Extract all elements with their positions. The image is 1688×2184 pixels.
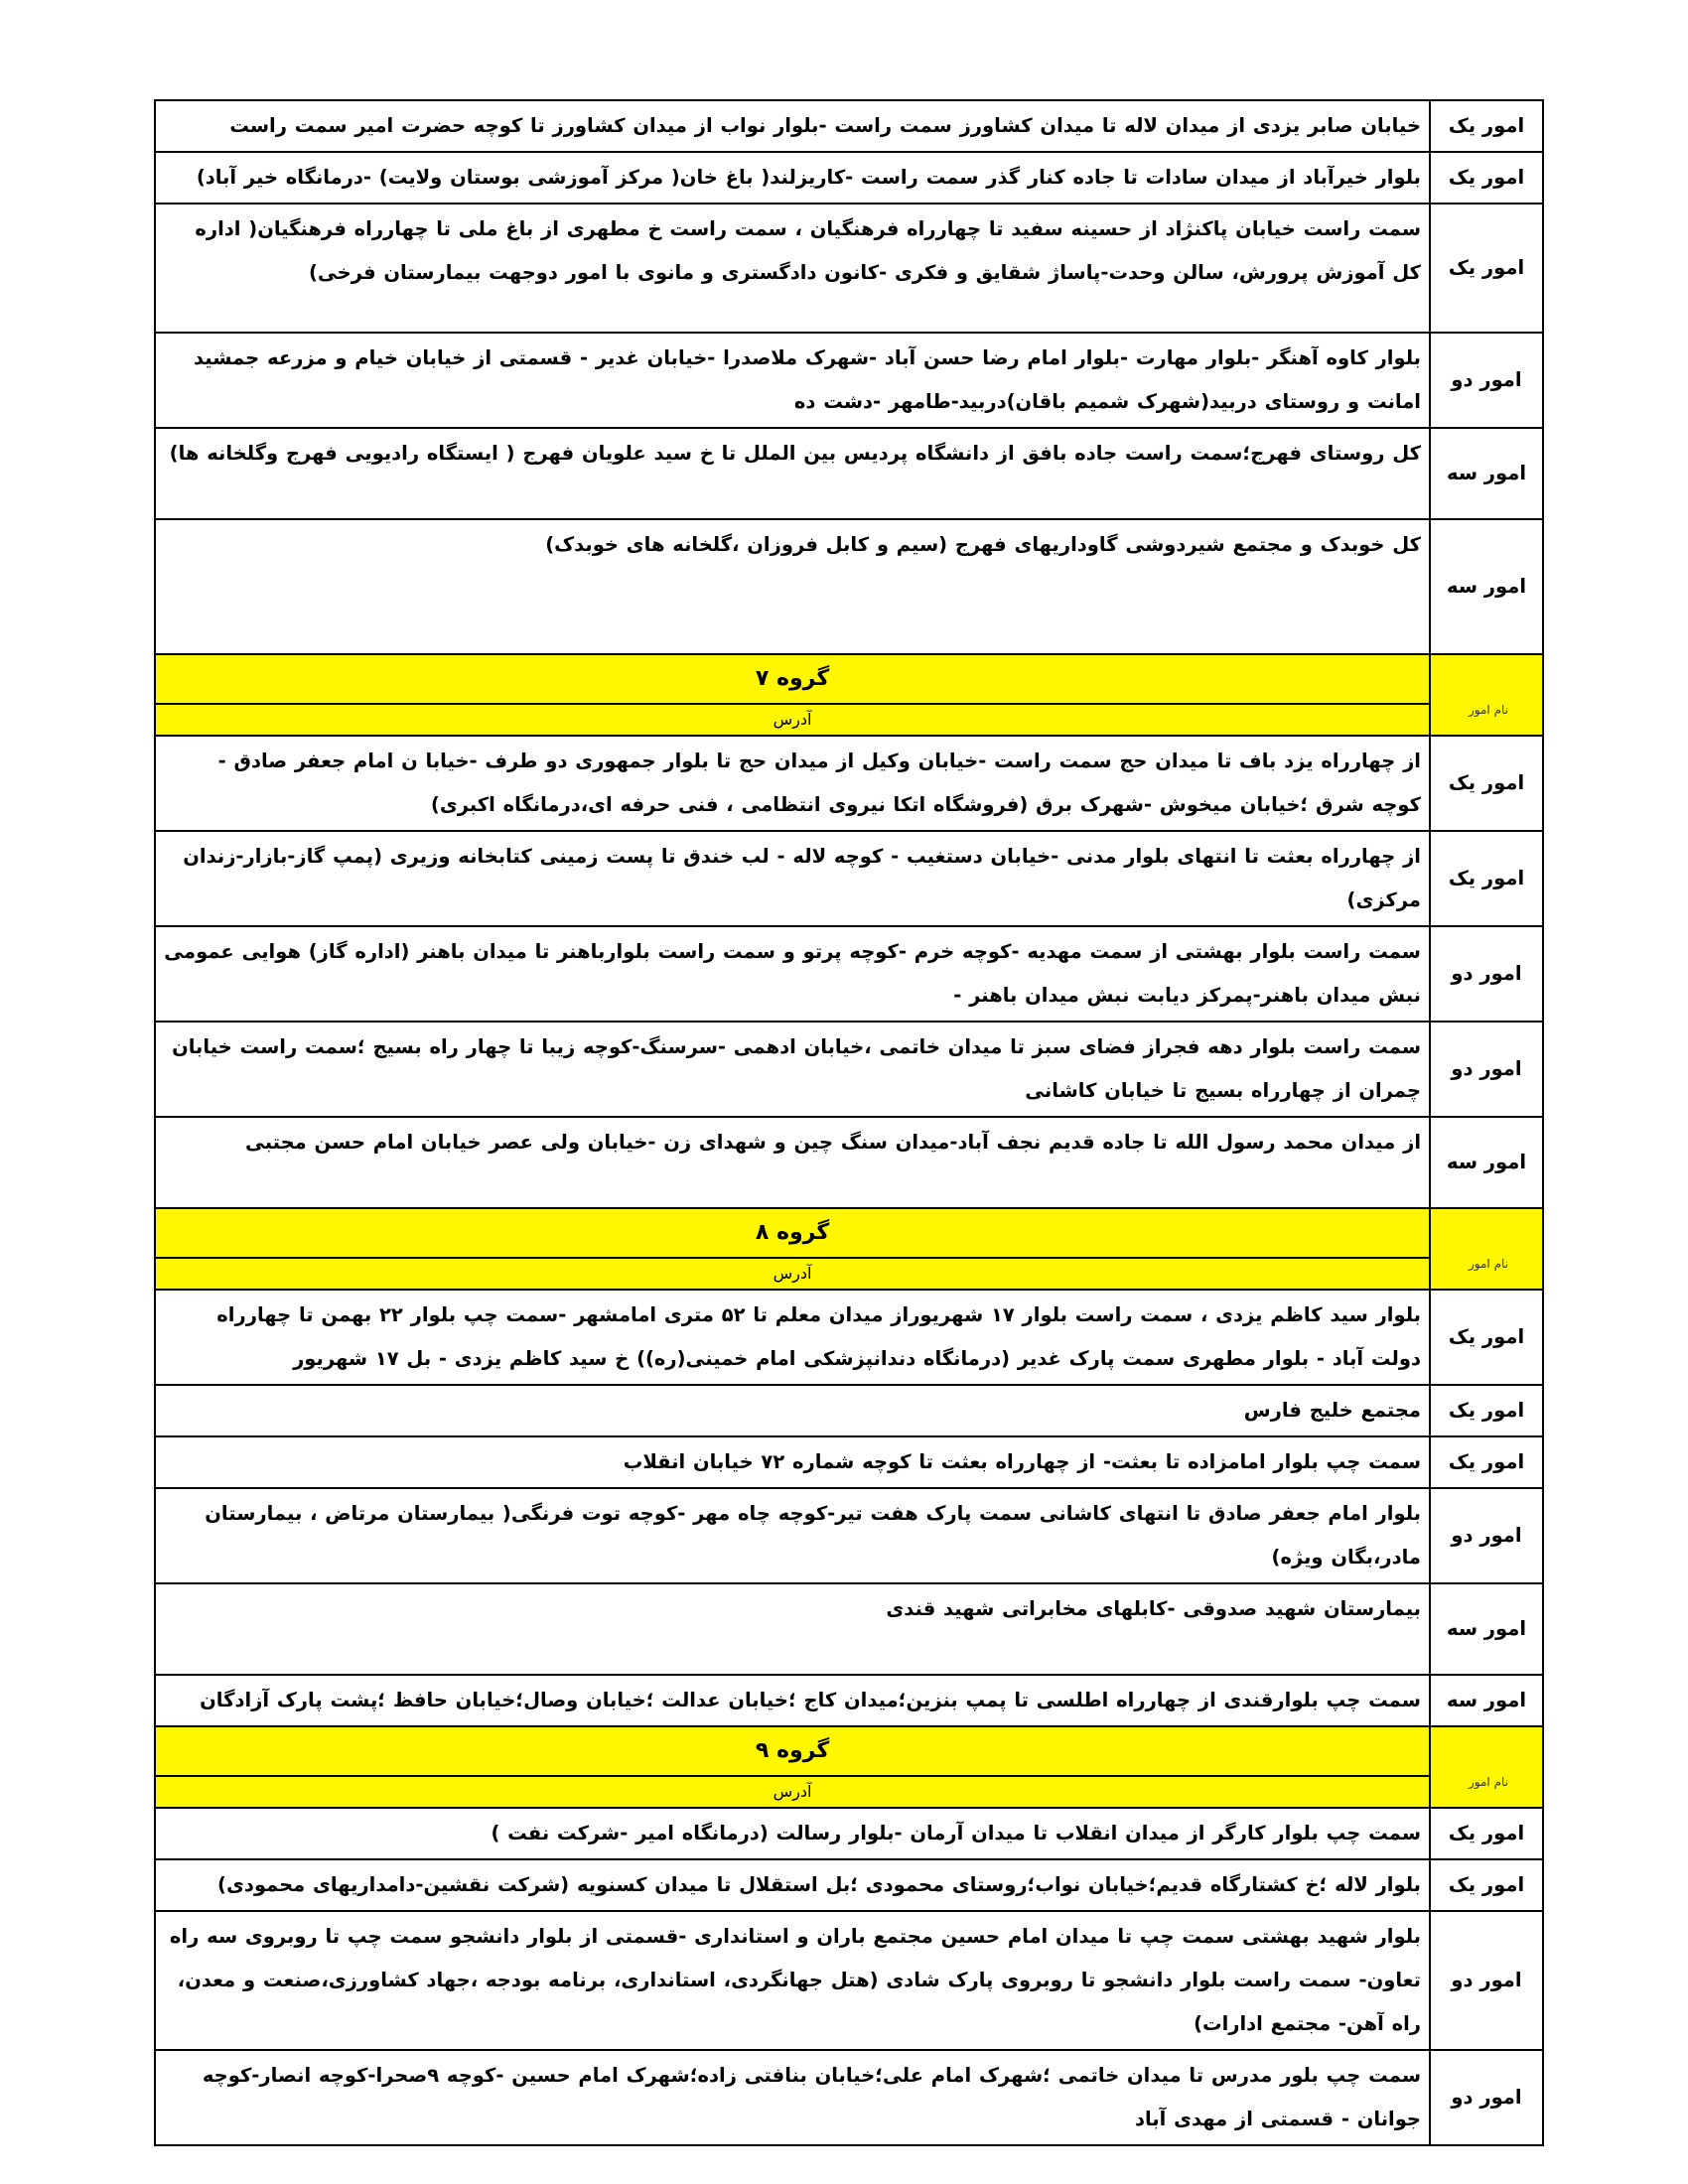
unit-column-header: نام امور (1430, 1258, 1543, 1290)
unit-cell: امور سه (1430, 1117, 1543, 1208)
unit-cell: امور یک (1430, 1385, 1543, 1436)
table-row (155, 1117, 1543, 1208)
unit-cell: امور یک (1430, 1290, 1543, 1385)
unit-column-header: نام امور (1430, 704, 1543, 736)
unit-cell: امور یک (1430, 1808, 1543, 1859)
address-cell: سمت راست بلوار بهشتی از سمت مهدیه -کوچه خرم -کوچه پرتو و سمت راست بلوارباهنر تا میدان باهنر (اداره گاز) هوایی عمومی نبش میدان باهنر-پمرکز دیابت نبش میدان باهنر - (155, 926, 1430, 1022)
table-row (155, 519, 1543, 654)
address-cell: بلوار لاله ؛خ کشتارگاه قدیم؛خیابان نواب؛روستای محمودی ؛بل استقلال تا میدان کسنویه (شرکت نقشین-دامداریهای محمودی) (155, 1859, 1430, 1911)
address-cell: از میدان محمد رسول الله تا جاده قدیم نجف آباد-میدان سنگ چین و شهدای زن -خیابان ولی عصر خیابان امام حسن مجتبی (155, 1117, 1430, 1208)
address-cell: سمت چپ بلوار کارگر از میدان انقلاب تا میدان آرمان -بلوار رسالت (درمانگاه امیر -شرکت نفت ) (155, 1808, 1430, 1859)
address-cell: سمت چپ بلور مدرس تا میدان خاتمی ؛شهرک امام علی؛خیابان بنافتی زاده؛شهرک امام حسین -کوچه ۹صحرا-کوچه انصار-کوچه جوانان - قسمتی از مهدی آباد (155, 2050, 1430, 2145)
address-column-header: آدرس (155, 1258, 1430, 1290)
table-row (155, 926, 1543, 1022)
address-cell: سمت چپ بلوارقندی از چهارراه اطلسی تا پمپ بنزین؛میدان کاج ؛خیابان عدالت ؛خیابان وصال؛خیابان حافظ ؛پشت پارک آزادگان (155, 1675, 1430, 1726)
table-row (155, 1385, 1543, 1436)
unit-cell: امور یک (1430, 152, 1543, 204)
table-row (155, 428, 1543, 519)
group-title: گروه ۹ (155, 1726, 1430, 1776)
address-cell: بیمارستان شهید صدوقی -کابلهای مخابراتی شهید قندی (155, 1583, 1430, 1675)
address-cell: کل خوبدک و مجتمع شیردوشی گاوداریهای فهرج (سیم و کابل فروزان ،گلخانه های خوبدک) (155, 519, 1430, 654)
unit-cell: امور یک (1430, 100, 1543, 152)
table-row (155, 1808, 1543, 1859)
group-title-row (155, 654, 1543, 704)
table-row (155, 1859, 1543, 1911)
group-title-unit-cell (1430, 1726, 1543, 1776)
unit-cell: امور دو (1430, 1022, 1543, 1117)
table-row (155, 333, 1543, 428)
address-cell: بلوار شهید بهشتی سمت چپ تا میدان امام حسین مجتمع باران و استانداری -قسمتی از بلوار دانشجو سمت چپ تا روبروی سه راه تعاون- سمت راست بلوار دانشجو تا روبروی پارک شادی (هتل جهانگردی، استانداری، برنامه بودجه ،جهاد کشاورزی،صنعت و معدن، راه آهن- مجتمع ادارات) (155, 1911, 1430, 2050)
address-cell: بلوار خیرآباد از میدان سادات تا جاده کنار گذر سمت راست -کاریزلند( باغ خان( مرکز آموزشی بوستان ولایت) -درمانگاه خیر آباد) (155, 152, 1430, 204)
table-row (155, 1583, 1543, 1675)
unit-cell: امور دو (1430, 1911, 1543, 2050)
address-cell: بلوار سید کاظم یزدی ، سمت راست بلوار ۱۷ شهریوراز میدان معلم تا ۵۲ متری امامشهر -سمت چپ بلوار ۲۲ بهمن تا چهارراه دولت آباد - بلوار مطهری سمت پارک غدیر (درمانگاه دندانپزشکی امام خمینی(ره)) خ سید کاظم یزدی - بل ۱۷ شهریور (155, 1290, 1430, 1385)
address-cell: از چهارراه یزد باف تا میدان حج سمت راست -خیابان وکیل از میدان حج تا بلوار جمهوری دو طرف -خیابا ن امام جعفر صادق - کوچه شرق ؛خیابان میخوش -شهرک برق (فروشگاه اتکا نیروی انتظامی ، فنی حرفه ای،درمانگاه اکبری) (155, 736, 1430, 831)
unit-cell: امور سه (1430, 428, 1543, 519)
unit-cell: امور دو (1430, 1488, 1543, 1583)
document-page (154, 99, 1544, 2146)
table-row (155, 831, 1543, 926)
group-title: گروه ۸ (155, 1208, 1430, 1258)
table-row (155, 1911, 1543, 2050)
address-cell: از چهارراه بعثت تا انتهای بلوار مدنی -خیابان دستغیب - کوچه لاله - لب خندق تا پست زمینی کتابخانه وزیری (پمپ گاز-بازار-زندان مرکزی) (155, 831, 1430, 926)
group-header-row (155, 704, 1543, 736)
table-row (155, 1436, 1543, 1488)
unit-cell: امور یک (1430, 1436, 1543, 1488)
unit-column-header: نام امور (1430, 1776, 1543, 1808)
group-header-row (155, 1776, 1543, 1808)
unit-cell: امور دو (1430, 2050, 1543, 2145)
unit-cell: امور دو (1430, 926, 1543, 1022)
group-title-row (155, 1726, 1543, 1776)
address-cell: بلوار کاوه آهنگر -بلوار مهارت -بلوار امام رضا حسن آباد -شهرک ملاصدرا -خیابان غدیر - قسمتی از خیابان خیام و مزرعه جمشید امانت و روستای دربید(شهرک شمیم باقان)دربید-طامهر -دشت ده (155, 333, 1430, 428)
table-row (155, 2050, 1543, 2145)
table-row (155, 152, 1543, 204)
table-row (155, 204, 1543, 333)
outage-schedule-table (154, 99, 1544, 2146)
address-cell: بلوار امام جعفر صادق تا انتهای کاشانی سمت پارک هفت تیر-کوچه چاه مهر -کوچه توت فرنگی( بیمارستان مرتاض ، بیمارستان مادر،بگان ویژه) (155, 1488, 1430, 1583)
unit-cell: امور یک (1430, 736, 1543, 831)
address-cell: سمت راست بلوار دهه فجراز فضای سبز تا میدان خاتمی ،خیابان ادهمی -سرسنگ-کوچه زیبا تا چهار راه بسیج ؛سمت راست خیابان چمران از چهارراه بسیج تا خیابان کاشانی (155, 1022, 1430, 1117)
group-header-row (155, 1258, 1543, 1290)
address-cell: سمت راست خیابان پاکنژاد از حسینه سفید تا چهارراه فرهنگیان ، سمت راست خ مطهری از باغ ملی تا چهارراه فرهنگیان( اداره کل آموزش پرورش، سالن وحدت-پاساژ شقایق و فکری -کانون دادگستری و مانوی با امور دوجهت بیمارستان فرخی) (155, 204, 1430, 333)
table-row (155, 736, 1543, 831)
address-column-header: آدرس (155, 704, 1430, 736)
unit-cell: امور سه (1430, 1583, 1543, 1675)
table-row (155, 1675, 1543, 1726)
address-cell: مجتمع خلیج فارس (155, 1385, 1430, 1436)
table-row (155, 1022, 1543, 1117)
unit-cell: امور یک (1430, 1859, 1543, 1911)
address-cell: کل روستای فهرج؛سمت راست جاده بافق از دانشگاه پردیس بین الملل تا خ سید علویان فهرج ( ایستگاه رادیویی فهرج وگلخانه ها) (155, 428, 1430, 519)
group-title-unit-cell (1430, 654, 1543, 704)
group-title: گروه ۷ (155, 654, 1430, 704)
unit-cell: امور سه (1430, 1675, 1543, 1726)
unit-cell: امور دو (1430, 333, 1543, 428)
unit-cell: امور یک (1430, 204, 1543, 333)
table-row (155, 100, 1543, 152)
group-title-row (155, 1208, 1543, 1258)
table-row (155, 1290, 1543, 1385)
unit-cell: امور یک (1430, 831, 1543, 926)
group-title-unit-cell (1430, 1208, 1543, 1258)
table-row (155, 1488, 1543, 1583)
address-cell: خیابان صابر یزدی از میدان لاله تا میدان کشاورز سمت راست -بلوار نواب از میدان کشاورز تا کوچه حضرت امیر سمت راست (155, 100, 1430, 152)
address-column-header: آدرس (155, 1776, 1430, 1808)
unit-cell: امور سه (1430, 519, 1543, 654)
address-cell: سمت چپ بلوار امامزاده تا بعثت- از چهارراه بعثت تا کوچه شماره ۷۲ خیابان انقلاب (155, 1436, 1430, 1488)
